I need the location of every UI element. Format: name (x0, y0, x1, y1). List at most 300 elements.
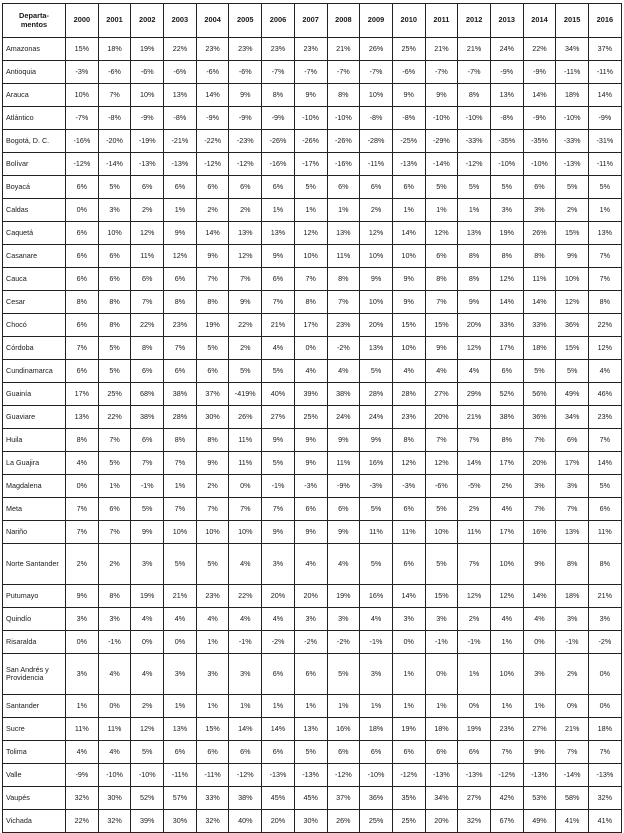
value-cell: -11% (164, 764, 197, 787)
value-cell: -2% (327, 337, 360, 360)
value-cell: 14% (589, 84, 622, 107)
value-cell: 10% (556, 268, 589, 291)
value-cell: 8% (589, 544, 622, 585)
value-cell: -35% (523, 130, 556, 153)
table-row (3, 452, 622, 475)
value-cell: 1% (66, 695, 99, 718)
value-cell: 18% (360, 718, 393, 741)
value-cell: -1% (262, 475, 295, 498)
value-cell: -2% (589, 631, 622, 654)
value-cell: 8% (458, 268, 491, 291)
value-cell: -1% (229, 631, 262, 654)
value-cell: 9% (294, 521, 327, 544)
value-cell: 11% (589, 521, 622, 544)
table-row (3, 268, 622, 291)
value-cell: -11% (360, 153, 393, 176)
value-cell: 4% (458, 360, 491, 383)
value-cell: -3% (360, 475, 393, 498)
value-cell: 13% (327, 222, 360, 245)
value-cell: 6% (262, 741, 295, 764)
value-cell: 7% (262, 498, 295, 521)
value-cell: 4% (131, 608, 164, 631)
value-cell: 15% (425, 314, 458, 337)
value-cell: 2% (556, 654, 589, 695)
value-cell: 32% (589, 787, 622, 810)
value-cell: 13% (229, 222, 262, 245)
value-cell: 8% (392, 429, 425, 452)
value-cell: -11% (556, 61, 589, 84)
value-cell: -13% (131, 153, 164, 176)
value-cell: 4% (66, 741, 99, 764)
value-cell: 0% (458, 695, 491, 718)
value-cell: 19% (196, 314, 229, 337)
value-cell: 9% (229, 291, 262, 314)
value-cell: 6% (229, 741, 262, 764)
value-cell: 0% (523, 631, 556, 654)
value-cell: -12% (229, 153, 262, 176)
value-cell: -25% (392, 130, 425, 153)
value-cell: 13% (556, 521, 589, 544)
value-cell: 10% (392, 245, 425, 268)
department-name-cell: Caquetá (3, 222, 66, 245)
value-cell: 28% (360, 383, 393, 406)
value-cell: 5% (589, 475, 622, 498)
value-cell: 6% (98, 498, 131, 521)
value-cell: 12% (131, 718, 164, 741)
value-cell: 12% (490, 585, 523, 608)
value-cell: 0% (392, 631, 425, 654)
value-cell: 21% (589, 585, 622, 608)
value-cell: -10% (327, 107, 360, 130)
value-cell: 10% (360, 291, 393, 314)
value-cell: 6% (360, 176, 393, 199)
value-cell: 1% (392, 695, 425, 718)
value-cell: 4% (490, 608, 523, 631)
value-cell: 3% (556, 475, 589, 498)
value-cell: 7% (458, 544, 491, 585)
value-cell: 9% (66, 585, 99, 608)
value-cell: 3% (229, 654, 262, 695)
value-cell: 1% (523, 695, 556, 718)
value-cell: 12% (360, 222, 393, 245)
value-cell: 13% (360, 337, 393, 360)
value-cell: 22% (98, 406, 131, 429)
value-cell: 10% (98, 222, 131, 245)
value-cell: 4% (327, 360, 360, 383)
value-cell: 4% (229, 608, 262, 631)
value-cell: 7% (196, 268, 229, 291)
value-cell: 22% (229, 314, 262, 337)
value-cell: 21% (327, 38, 360, 61)
value-cell: -33% (556, 130, 589, 153)
value-cell: -16% (327, 153, 360, 176)
value-cell: -12% (327, 764, 360, 787)
value-cell: 13% (164, 84, 197, 107)
value-cell: -13% (589, 764, 622, 787)
department-name-cell: Huila (3, 429, 66, 452)
table-row (3, 61, 622, 84)
department-name-cell: Chocó (3, 314, 66, 337)
value-cell: 6% (360, 741, 393, 764)
value-cell: 2% (66, 544, 99, 585)
value-cell: 6% (196, 360, 229, 383)
value-cell: 18% (556, 84, 589, 107)
value-cell: 27% (262, 406, 295, 429)
value-cell: 37% (589, 38, 622, 61)
value-cell: 5% (589, 176, 622, 199)
value-cell: 11% (229, 452, 262, 475)
value-cell: 10% (490, 654, 523, 695)
value-cell: 30% (164, 810, 197, 833)
table-row (3, 741, 622, 764)
value-cell: 11% (327, 245, 360, 268)
value-cell: 3% (98, 608, 131, 631)
value-cell: 28% (164, 406, 197, 429)
value-cell: 18% (98, 38, 131, 61)
table-row (3, 199, 622, 222)
value-cell: 10% (360, 84, 393, 107)
value-cell: 3% (490, 199, 523, 222)
value-cell: 24% (327, 406, 360, 429)
value-cell: 6% (131, 268, 164, 291)
value-cell: 7% (66, 498, 99, 521)
value-cell: 38% (229, 787, 262, 810)
table-row (3, 222, 622, 245)
value-cell: 9% (360, 429, 393, 452)
value-cell: 5% (98, 176, 131, 199)
year-header: 2005 (229, 4, 262, 38)
value-cell: 6% (98, 268, 131, 291)
department-name-cell: Santander (3, 695, 66, 718)
value-cell: 19% (392, 718, 425, 741)
value-cell: 14% (196, 222, 229, 245)
value-cell: 10% (164, 521, 197, 544)
value-cell: 1% (262, 199, 295, 222)
value-cell: 19% (458, 718, 491, 741)
value-cell: 0% (98, 695, 131, 718)
value-cell: 21% (458, 38, 491, 61)
value-cell: 0% (66, 631, 99, 654)
value-cell: -1% (425, 631, 458, 654)
value-cell: -7% (458, 61, 491, 84)
value-cell: 38% (164, 383, 197, 406)
value-cell: 22% (523, 38, 556, 61)
value-cell: 56% (523, 383, 556, 406)
value-cell: 30% (196, 406, 229, 429)
year-header: 2014 (523, 4, 556, 38)
value-cell: 33% (523, 314, 556, 337)
value-cell: 12% (458, 337, 491, 360)
value-cell: -12% (66, 153, 99, 176)
value-cell: 12% (425, 222, 458, 245)
value-cell: -26% (262, 130, 295, 153)
value-cell: 9% (327, 521, 360, 544)
table-row (3, 107, 622, 130)
value-cell: 12% (392, 452, 425, 475)
value-cell: 3% (294, 608, 327, 631)
table-row (3, 84, 622, 107)
value-cell: 6% (392, 741, 425, 764)
value-cell: -13% (294, 764, 327, 787)
value-cell: -8% (164, 107, 197, 130)
value-cell: -21% (164, 130, 197, 153)
value-cell: -13% (164, 153, 197, 176)
value-cell: 0% (66, 199, 99, 222)
value-cell: -3% (392, 475, 425, 498)
value-cell: 10% (229, 521, 262, 544)
value-cell: 26% (229, 406, 262, 429)
value-cell: 25% (294, 406, 327, 429)
header-row (3, 4, 622, 38)
value-cell: 12% (490, 268, 523, 291)
department-name-cell: Vichada (3, 810, 66, 833)
value-cell: 8% (294, 291, 327, 314)
value-cell: 11% (229, 429, 262, 452)
value-cell: 8% (196, 291, 229, 314)
value-cell: 11% (327, 452, 360, 475)
value-cell: 6% (327, 498, 360, 521)
value-cell: -8% (490, 107, 523, 130)
value-cell: 4% (392, 360, 425, 383)
table-row (3, 291, 622, 314)
value-cell: 12% (164, 245, 197, 268)
value-cell: 6% (327, 741, 360, 764)
value-cell: 3% (556, 608, 589, 631)
year-header: 2013 (490, 4, 523, 38)
value-cell: 6% (66, 314, 99, 337)
department-name-cell: Valle (3, 764, 66, 787)
value-cell: 8% (66, 429, 99, 452)
value-cell: 30% (294, 810, 327, 833)
value-cell: 23% (392, 406, 425, 429)
value-cell: 5% (360, 360, 393, 383)
value-cell: 4% (164, 608, 197, 631)
value-cell: 14% (458, 452, 491, 475)
value-cell: -14% (98, 153, 131, 176)
value-cell: -1% (98, 631, 131, 654)
value-cell: 28% (392, 383, 425, 406)
dept-header: Departa- mentos (3, 4, 66, 38)
value-cell: 8% (66, 291, 99, 314)
value-cell: 1% (392, 199, 425, 222)
value-cell: 4% (262, 337, 295, 360)
value-cell: 7% (589, 268, 622, 291)
value-cell: 2% (196, 199, 229, 222)
value-cell: 6% (523, 176, 556, 199)
department-name-cell: Quindío (3, 608, 66, 631)
value-cell: 7% (589, 429, 622, 452)
table-row (3, 475, 622, 498)
value-cell: 41% (556, 810, 589, 833)
value-cell: 5% (425, 176, 458, 199)
value-cell: -10% (294, 107, 327, 130)
value-cell: 6% (458, 741, 491, 764)
value-cell: 21% (425, 38, 458, 61)
value-cell: -17% (294, 153, 327, 176)
value-cell: 2% (131, 695, 164, 718)
value-cell: 16% (327, 718, 360, 741)
value-cell: 7% (589, 741, 622, 764)
value-cell: 22% (589, 314, 622, 337)
value-cell: 36% (360, 787, 393, 810)
value-cell: -9% (523, 107, 556, 130)
value-cell: 19% (490, 222, 523, 245)
value-cell: 1% (458, 199, 491, 222)
value-cell: 5% (425, 544, 458, 585)
value-cell: 37% (327, 787, 360, 810)
value-cell: 8% (164, 429, 197, 452)
department-name-cell: Cauca (3, 268, 66, 291)
value-cell: 21% (458, 406, 491, 429)
value-cell: 5% (458, 176, 491, 199)
value-cell: -12% (229, 764, 262, 787)
value-cell: -2% (262, 631, 295, 654)
table-row (3, 521, 622, 544)
value-cell: 26% (523, 222, 556, 245)
value-cell: -12% (490, 764, 523, 787)
value-cell: 1% (327, 199, 360, 222)
department-name-cell: Casanare (3, 245, 66, 268)
value-cell: 13% (262, 222, 295, 245)
table-row (3, 695, 622, 718)
value-cell: 7% (425, 429, 458, 452)
value-cell: 9% (164, 222, 197, 245)
department-name-cell: Nariño (3, 521, 66, 544)
table-row (3, 176, 622, 199)
value-cell: 7% (164, 498, 197, 521)
value-cell: 1% (262, 695, 295, 718)
value-cell: 4% (360, 608, 393, 631)
value-cell: 17% (66, 383, 99, 406)
table-row (3, 153, 622, 176)
value-cell: 39% (294, 383, 327, 406)
value-cell: -22% (196, 130, 229, 153)
value-cell: 5% (131, 741, 164, 764)
year-header: 2010 (392, 4, 425, 38)
table-container (2, 3, 622, 833)
department-name-cell: Cesar (3, 291, 66, 314)
value-cell: 1% (392, 654, 425, 695)
value-cell: 34% (556, 38, 589, 61)
value-cell: 41% (589, 810, 622, 833)
value-cell: 15% (66, 38, 99, 61)
value-cell: 3% (360, 654, 393, 695)
department-name-cell: Magdalena (3, 475, 66, 498)
value-cell: 20% (262, 585, 295, 608)
department-name-cell: Bogotá, D. C. (3, 130, 66, 153)
value-cell: -9% (131, 107, 164, 130)
year-header: 2002 (131, 4, 164, 38)
value-cell: 18% (425, 718, 458, 741)
table-row (3, 654, 622, 695)
value-cell: -12% (196, 153, 229, 176)
value-cell: 45% (294, 787, 327, 810)
value-cell: 9% (425, 337, 458, 360)
value-cell: 11% (131, 245, 164, 268)
value-cell: -16% (66, 130, 99, 153)
value-cell: 9% (196, 452, 229, 475)
year-header: 2004 (196, 4, 229, 38)
value-cell: 12% (294, 222, 327, 245)
value-cell: 9% (523, 544, 556, 585)
value-cell: -9% (196, 107, 229, 130)
value-cell: 14% (523, 585, 556, 608)
value-cell: 8% (425, 268, 458, 291)
year-header: 2008 (327, 4, 360, 38)
value-cell: 5% (164, 544, 197, 585)
value-cell: -14% (425, 153, 458, 176)
value-cell: 17% (490, 521, 523, 544)
year-header: 2011 (425, 4, 458, 38)
value-cell: 10% (131, 84, 164, 107)
value-cell: -9% (229, 107, 262, 130)
value-cell: -28% (360, 130, 393, 153)
value-cell: 9% (392, 84, 425, 107)
value-cell: 7% (556, 741, 589, 764)
value-cell: 5% (294, 741, 327, 764)
value-cell: -10% (458, 107, 491, 130)
value-cell: 6% (196, 176, 229, 199)
department-name-cell: San Andrés y Providencia (3, 654, 66, 695)
value-cell: 8% (196, 429, 229, 452)
value-cell: 5% (262, 360, 295, 383)
value-cell: 8% (98, 291, 131, 314)
value-cell: 0% (425, 654, 458, 695)
value-cell: 3% (98, 199, 131, 222)
value-cell: -419% (229, 383, 262, 406)
department-name-cell: Sucre (3, 718, 66, 741)
value-cell: -6% (196, 61, 229, 84)
table-row (3, 429, 622, 452)
value-cell: 1% (229, 695, 262, 718)
value-cell: 8% (327, 84, 360, 107)
value-cell: 1% (458, 654, 491, 695)
value-cell: 3% (589, 608, 622, 631)
value-cell: 22% (229, 585, 262, 608)
value-cell: 6% (327, 176, 360, 199)
value-cell: 4% (294, 360, 327, 383)
value-cell: -5% (458, 475, 491, 498)
table-row (3, 585, 622, 608)
value-cell: 6% (164, 360, 197, 383)
value-cell: 36% (523, 406, 556, 429)
value-cell: 2% (458, 608, 491, 631)
value-cell: -7% (327, 61, 360, 84)
value-cell: 10% (66, 84, 99, 107)
year-header: 2009 (360, 4, 393, 38)
value-cell: 25% (360, 810, 393, 833)
table-row (3, 718, 622, 741)
value-cell: 8% (458, 245, 491, 268)
value-cell: 10% (490, 544, 523, 585)
value-cell: 12% (589, 337, 622, 360)
value-cell: 18% (523, 337, 556, 360)
value-cell: -10% (425, 107, 458, 130)
value-cell: 14% (523, 84, 556, 107)
department-name-cell: Risaralda (3, 631, 66, 654)
value-cell: 23% (164, 314, 197, 337)
value-cell: 7% (66, 337, 99, 360)
value-cell: -29% (425, 130, 458, 153)
value-cell: 7% (164, 337, 197, 360)
value-cell: 0% (294, 337, 327, 360)
value-cell: 9% (262, 245, 295, 268)
value-cell: -9% (327, 475, 360, 498)
value-cell: 8% (490, 429, 523, 452)
value-cell: 6% (196, 741, 229, 764)
value-cell: 24% (360, 406, 393, 429)
value-cell: -8% (392, 107, 425, 130)
